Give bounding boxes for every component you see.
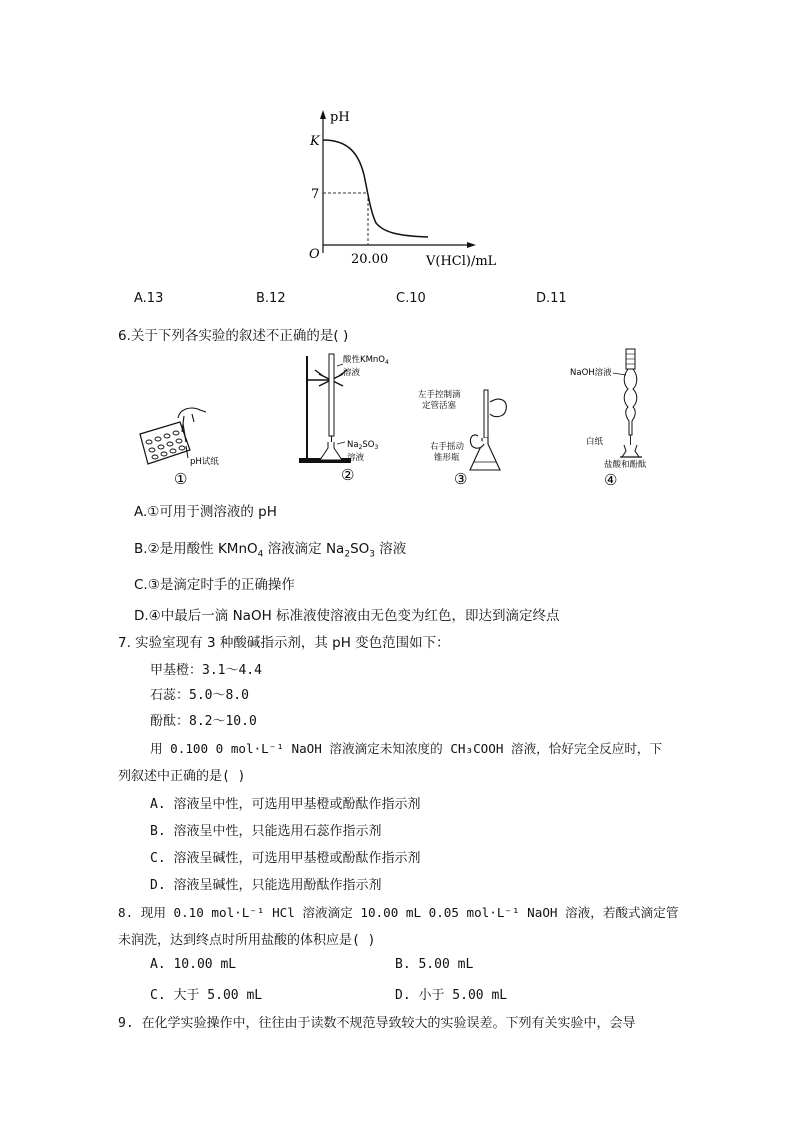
q7-option-c: C. 溶液呈碱性，可选用甲基橙或酚酞作指示剂 xyxy=(150,851,421,866)
q5-option-b: B.12 xyxy=(256,291,286,306)
q6-stem: 6.关于下列各实验的叙述不正确的是( ) xyxy=(118,328,349,344)
fig4-label-3: 盐酸和酚酞 xyxy=(604,460,647,470)
q6-option-b: B.②是用酸性 KMnO$_4$ 溶液滴定 $Na_2SO_3$ 溶液 xyxy=(134,541,407,560)
q7-stem: 7. 实验室现有 3 种酸碱指示剂，其 pH 变色范围如下： xyxy=(118,635,450,651)
hand-sketch xyxy=(178,408,206,432)
q9-line-1: 9. 在化学实验操作中，往往由于读数不规范导致较大的实验误差。下列有关实验中，会导 xyxy=(118,1016,636,1031)
q7-option-a: A. 溶液呈中性，可选用甲基橙或酚酞作指示剂 xyxy=(150,797,421,812)
q8-option-c: C. 大于 5.00 mL xyxy=(150,988,263,1003)
fig3-label-4: 锥形瓶 xyxy=(434,453,460,463)
fig2-label-top: 酸性KMnO$_4$ xyxy=(343,355,389,366)
y-axis-arrow xyxy=(320,110,326,119)
x-axis-label: V(HCl)/mL xyxy=(426,254,497,269)
fig3-label-3: 右手摇动 xyxy=(430,442,465,452)
fig3-label-1: 左手控制滴 xyxy=(418,390,461,400)
fig2-label-bottom: $Na_2SO_3$ xyxy=(347,440,379,451)
left-hand xyxy=(490,399,506,416)
burette xyxy=(329,354,334,436)
y-7-label: 7 xyxy=(311,187,320,202)
q7-option-d: D. 溶液呈碱性，只能选用酚酞作指示剂 xyxy=(150,878,382,893)
fig1-number: ① xyxy=(174,470,188,488)
q7-indicator-3: 酚酞：8.2～10.0 xyxy=(150,714,257,729)
q7-body-line-2: 列叙述中正确的是( ) xyxy=(118,769,246,784)
q6-option-a: A.①可用于测溶液的 pH xyxy=(134,504,277,520)
q5-option-d: D.11 xyxy=(536,291,567,306)
fig2-label-top2: 溶液 xyxy=(343,368,361,378)
fig3-label-2: 定管活塞 xyxy=(422,401,457,411)
q7-body-line-1: 用 0.100 0 mol·L⁻¹ NaOH 溶液滴定未知浓度的 CH₃COOH 溶液，恰好完全反应时，下 xyxy=(150,741,663,756)
figure-2-burette-stand xyxy=(293,350,408,488)
figure-3-titration-hands xyxy=(418,388,528,488)
fig4-label-1: NaOH溶液 xyxy=(570,368,612,378)
fig2-number: ② xyxy=(341,466,355,484)
figure-4-dropper xyxy=(568,345,678,488)
fig3-number: ③ xyxy=(454,470,468,488)
q8-line-2: 未润洗，达到终点时所用盐酸的体积应是( ) xyxy=(118,933,376,948)
q8-option-b: B. 5.00 mL xyxy=(395,957,474,972)
x-tick-label: 20.00 xyxy=(351,252,389,267)
q8-line-1: 8. 现用 0.10 mol·L⁻¹ HCl 溶液滴定 10.00 mL 0.05 mol·L⁻¹ NaOH 溶液，若酸式滴定管 xyxy=(118,905,679,920)
right-hand xyxy=(470,435,484,448)
q8-option-a: A. 10.00 mL xyxy=(150,957,237,972)
titration-curve-graph xyxy=(300,105,510,270)
fig2-label-bottom2: 溶液 xyxy=(347,453,365,463)
q7-option-b: B. 溶液呈中性，只能选用石蕊作指示剂 xyxy=(150,824,382,839)
q7-indicator-2: 石蕊：5.0～8.0 xyxy=(150,688,249,703)
fig3-burette xyxy=(484,390,488,438)
x-axis-arrow xyxy=(467,242,476,248)
y-k-label: K xyxy=(310,134,320,149)
origin-label: O xyxy=(309,247,320,262)
fig4-number: ④ xyxy=(604,471,618,488)
fig4-label-2: 白纸 xyxy=(586,437,604,447)
q8-option-d: D. 小于 5.00 mL xyxy=(395,988,508,1003)
flask xyxy=(320,442,342,460)
fig4-beaker xyxy=(622,445,639,457)
y-axis-label: pH xyxy=(330,110,350,125)
fig1-label: pH试纸 xyxy=(190,457,219,467)
q5-option-c: C.10 xyxy=(396,291,426,306)
q7-indicator-1: 甲基橙：3.1～4.4 xyxy=(150,663,262,678)
q6-option-d: D.④中最后一滴 NaOH 标准液使溶液由无色变为红色，即达到滴定终点 xyxy=(134,608,560,624)
titration-curve xyxy=(323,140,428,237)
figure-1-ph-paper xyxy=(134,398,244,488)
dropper-body xyxy=(624,369,637,435)
q6-option-c: C.③是滴定时手的正确操作 xyxy=(134,577,295,593)
q5-option-a: A.13 xyxy=(134,291,164,306)
